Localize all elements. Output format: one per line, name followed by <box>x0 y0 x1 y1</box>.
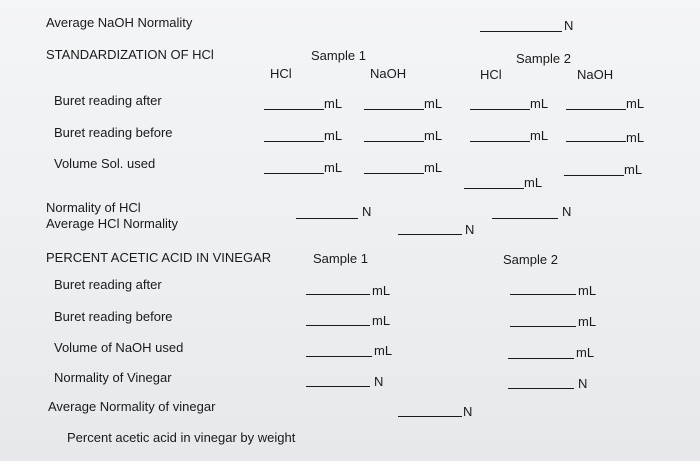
pa-normality-vinegar-s2-unit: N <box>578 376 588 391</box>
pa-normality-vinegar-s2-blank[interactable] <box>508 388 574 389</box>
std-buret-after-hcl2-unit: mL <box>530 96 549 111</box>
pa-buret-after-s2-unit: mL <box>578 283 597 298</box>
std-col-hcl-1: HCl <box>270 66 292 81</box>
std-row-volume-label: Volume Sol. used <box>54 156 156 171</box>
avg-normality-vinegar-blank[interactable] <box>398 416 462 417</box>
std-volume-naoh1-blank[interactable] <box>364 173 424 174</box>
pa-row-buret-after-label: Buret reading after <box>54 277 162 292</box>
standardization-heading: STANDARDIZATION OF HCl <box>46 47 214 62</box>
avg-hcl-normality-blank[interactable] <box>398 234 462 235</box>
std-volume-hcl2-unit: mL <box>524 175 543 190</box>
pa-row-volume-naoh-label: Volume of NaOH used <box>54 340 184 355</box>
std-buret-before-naoh2-blank[interactable] <box>566 141 626 142</box>
std-volume-naoh2-unit: mL <box>624 162 643 177</box>
pa-sample1-label: Sample 1 <box>313 251 368 266</box>
pa-row-buret-before-label: Buret reading before <box>54 309 173 324</box>
percent-acetic-heading: PERCENT ACETIC ACID IN VINEGAR <box>46 250 272 265</box>
std-row-buret-after-label: Buret reading after <box>54 93 162 108</box>
pa-volume-naoh-s1-blank[interactable] <box>306 356 372 357</box>
normality-hcl-s1-unit: N <box>362 204 372 219</box>
pa-buret-before-s1-unit: mL <box>372 313 391 328</box>
std-buret-before-naoh1-unit: mL <box>424 128 443 143</box>
pa-normality-vinegar-s1-unit: N <box>374 374 384 389</box>
avg-naoh-normality-label: Average NaOH Normality <box>46 15 193 30</box>
std-volume-hcl1-unit: mL <box>324 160 343 175</box>
avg-normality-vinegar-unit: N <box>463 404 473 419</box>
pa-buret-after-s1-blank[interactable] <box>306 294 370 295</box>
avg-naoh-normality-unit: N <box>564 18 574 33</box>
std-volume-hcl1-blank[interactable] <box>264 173 324 174</box>
std-buret-before-hcl2-unit: mL <box>530 128 549 143</box>
pa-sample2-label: Sample 2 <box>503 252 558 267</box>
std-sample1-label: Sample 1 <box>311 48 366 63</box>
avg-hcl-normality-unit: N <box>465 222 475 237</box>
normality-hcl-label: Normality of HCl <box>46 200 141 215</box>
std-volume-naoh2-blank[interactable] <box>564 175 624 176</box>
percent-by-weight-label: Percent acetic acid in vinegar by weight <box>67 430 296 445</box>
std-buret-before-naoh2-unit: mL <box>626 130 645 145</box>
pa-volume-naoh-s2-blank[interactable] <box>508 358 574 359</box>
pa-normality-vinegar-s1-blank[interactable] <box>306 386 370 387</box>
std-sample2-label: Sample 2 <box>516 51 571 66</box>
std-row-buret-before-label: Buret reading before <box>54 125 173 140</box>
std-buret-after-hcl1-unit: mL <box>324 96 343 111</box>
std-volume-hcl2-blank[interactable] <box>464 188 524 189</box>
avg-naoh-normality-blank[interactable] <box>480 31 562 32</box>
avg-hcl-normality-label: Average HCl Normality <box>46 216 178 231</box>
pa-volume-naoh-s2-unit: mL <box>576 345 595 360</box>
std-buret-before-hcl1-unit: mL <box>324 128 343 143</box>
normality-hcl-s1-blank[interactable] <box>296 218 358 219</box>
std-buret-before-hcl2-blank[interactable] <box>470 141 530 142</box>
pa-row-normality-vinegar-label: Normality of Vinegar <box>54 370 172 385</box>
std-buret-before-hcl1-blank[interactable] <box>264 141 324 142</box>
avg-normality-vinegar-label: Average Normality of vinegar <box>48 399 216 414</box>
std-buret-after-hcl1-blank[interactable] <box>264 109 324 110</box>
std-buret-after-naoh2-unit: mL <box>626 96 645 111</box>
std-col-naoh-1: NaOH <box>370 66 407 81</box>
std-buret-before-naoh1-blank[interactable] <box>364 141 424 142</box>
pa-buret-after-s1-unit: mL <box>372 283 391 298</box>
std-buret-after-naoh2-blank[interactable] <box>566 109 626 110</box>
std-col-naoh-2: NaOH <box>577 67 614 82</box>
normality-hcl-s2-blank[interactable] <box>492 218 558 219</box>
std-buret-after-naoh1-blank[interactable] <box>364 109 424 110</box>
pa-buret-before-s2-blank[interactable] <box>510 326 576 327</box>
normality-hcl-s2-unit: N <box>562 204 572 219</box>
pa-buret-before-s2-unit: mL <box>578 314 597 329</box>
std-volume-naoh1-unit: mL <box>424 160 443 175</box>
std-col-hcl-2: HCl <box>480 67 502 82</box>
pa-buret-before-s1-blank[interactable] <box>306 325 370 326</box>
pa-volume-naoh-s1-unit: mL <box>374 343 393 358</box>
pa-buret-after-s2-blank[interactable] <box>510 294 576 295</box>
std-buret-after-hcl2-blank[interactable] <box>470 109 530 110</box>
std-buret-after-naoh1-unit: mL <box>424 96 443 111</box>
